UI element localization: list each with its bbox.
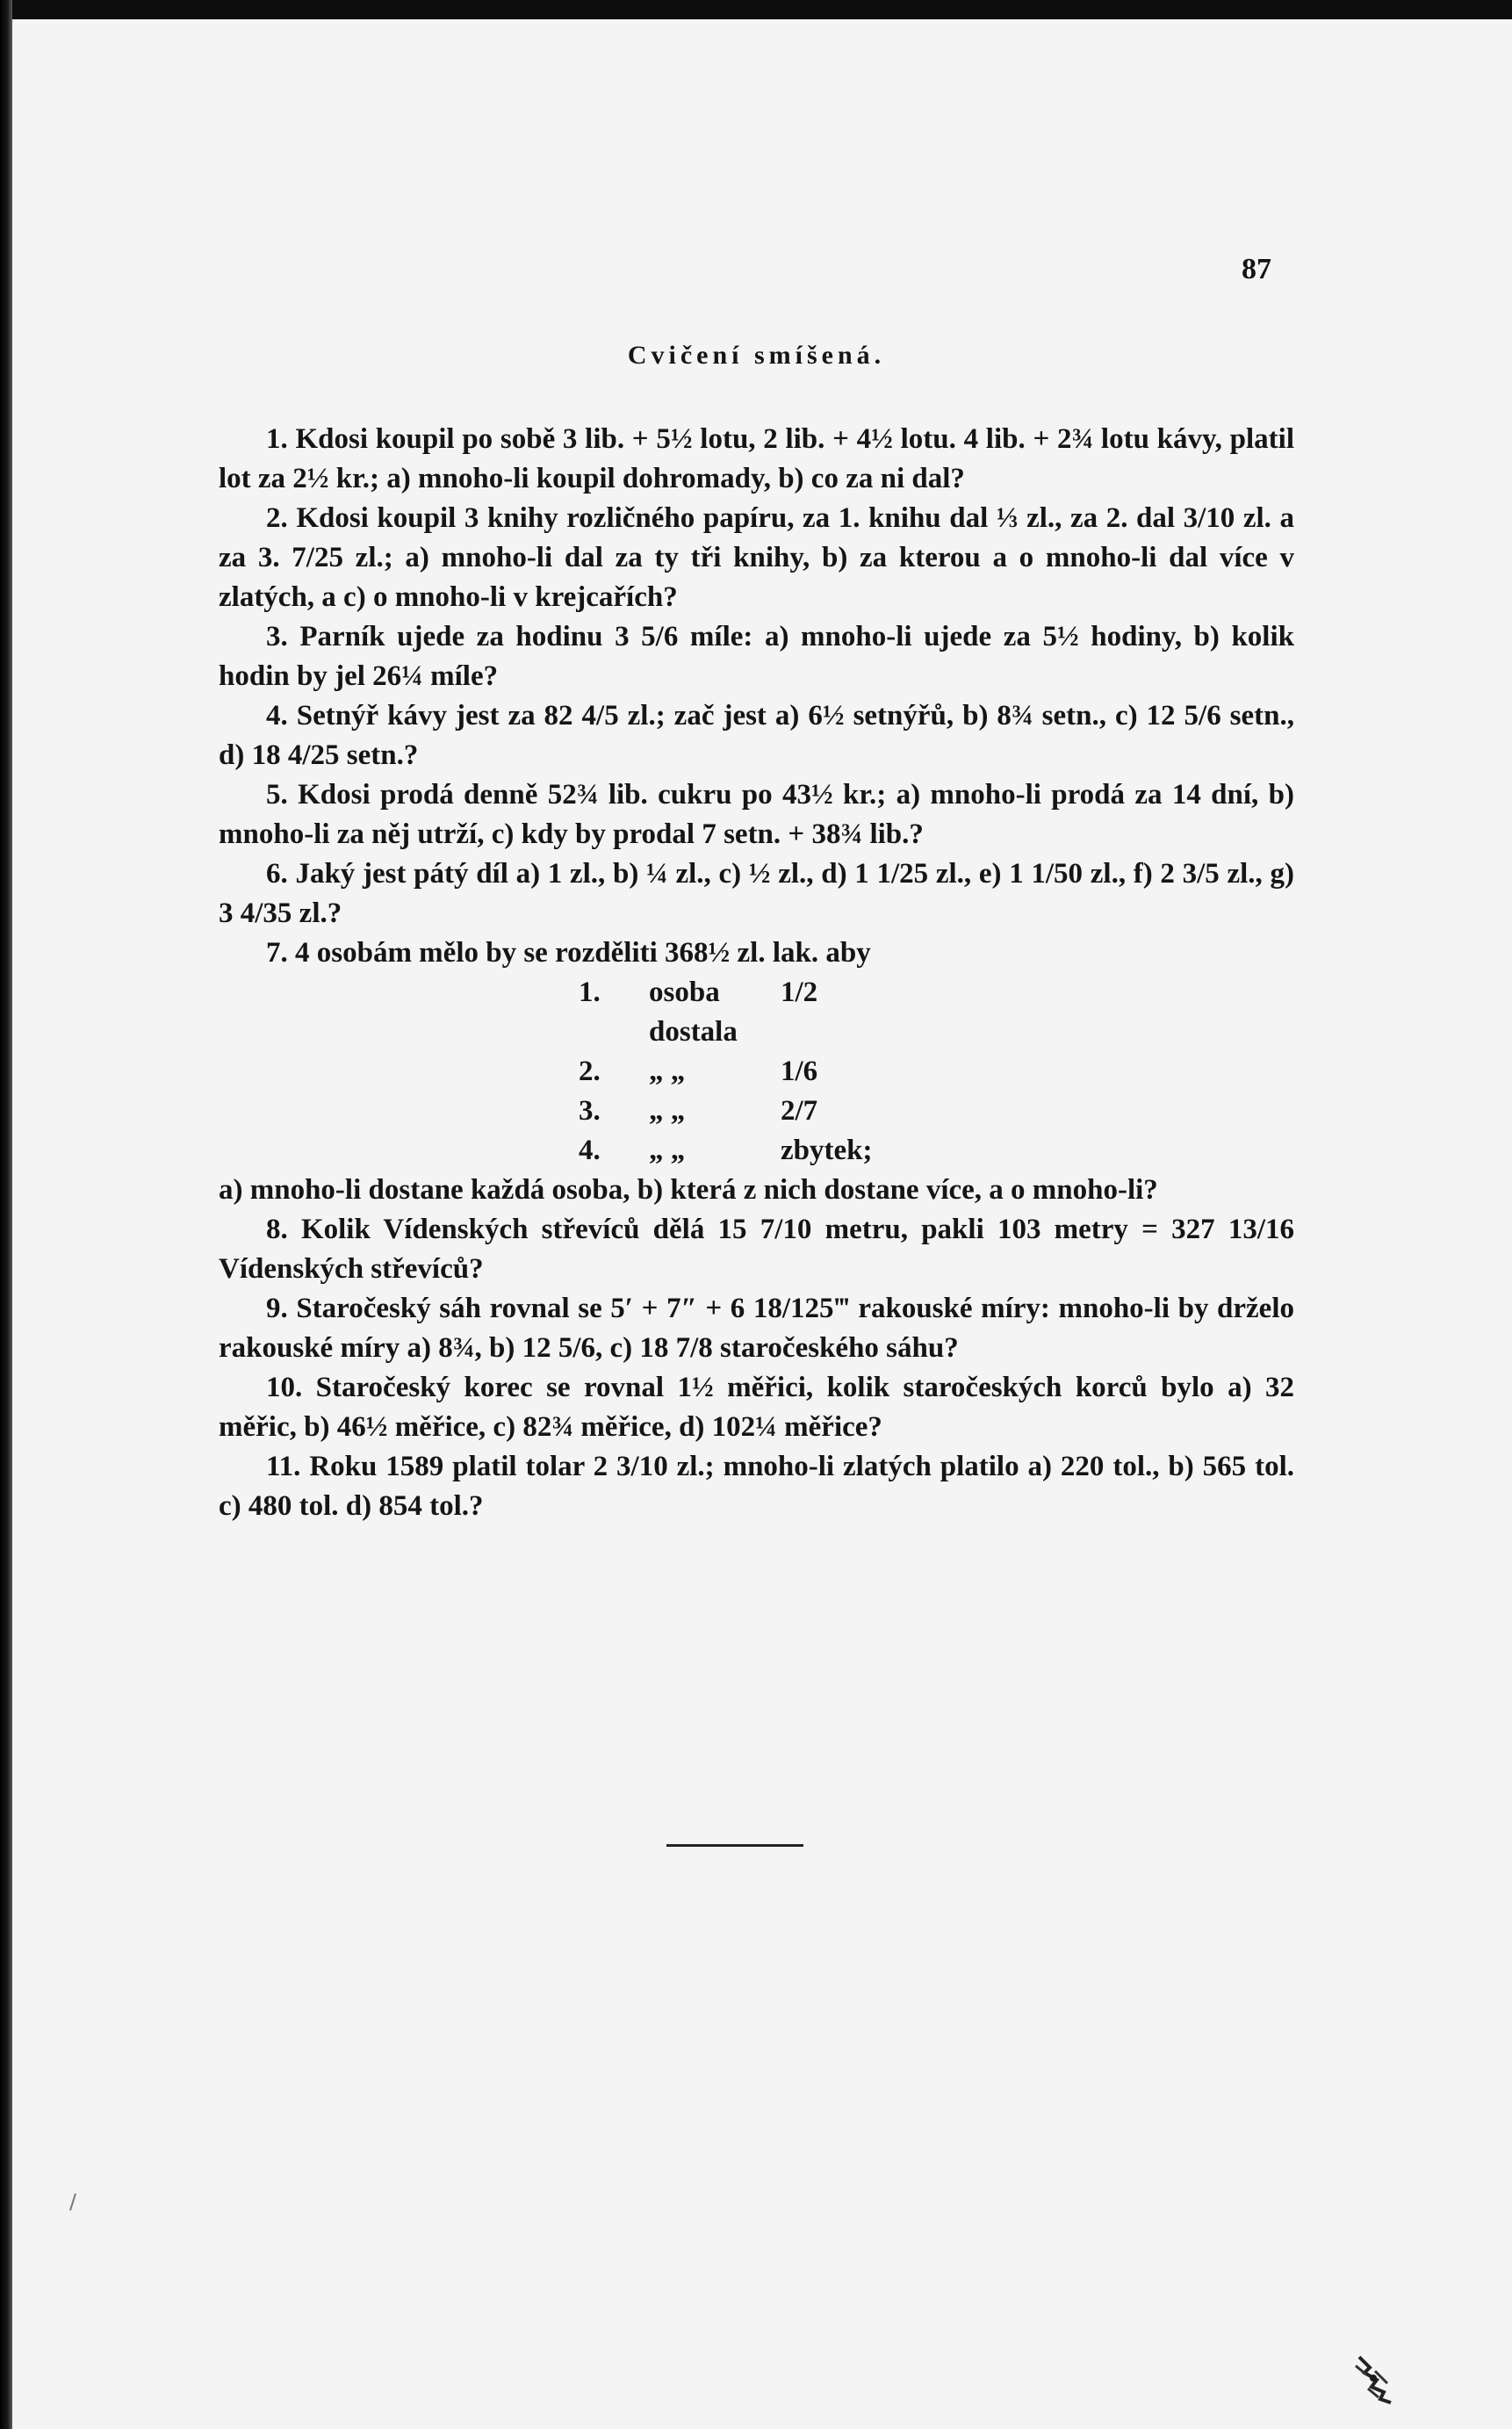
scan-edge-shadow	[0, 0, 12, 2429]
exercise-4: 4. Setnýř kávy jest za 82 4/5 zl.; zač jest a) 6½ setnýřů, b) 8¾ setn., c) 12 5/6 setn., d) 18 4/25 setn.?	[219, 700, 1294, 771]
distribution-num: 1.	[579, 977, 601, 1008]
distribution-who: „ „	[649, 1056, 686, 1087]
distribution-share: zbytek;	[781, 1135, 873, 1166]
exercise-9: 9. Staročeský sáh rovnal se 5′ + 7″ + 6 18/125‴ rakouské míry: mnoho-li by drželo rakouské míry a) 8¾, b) 12 5/6, c) 18 7/8 staročeského sáhu?	[219, 1293, 1294, 1364]
exercise-11: 11. Roku 1589 platil tolar 2 3/10 zl.; mnoho-li zlatých platilo a) 220 tol., b) 565 tol. c) 480 tol. d) 854 tol.?	[219, 1451, 1294, 1522]
exercise-5: 5. Kdosi prodá denně 52¾ lib. cukru po 43½ kr.; a) mnoho-li prodá za 14 dní, b) mnoho-li za něj utrží, c) kdy by prodal 7 setn. + 38¾ lib.?	[219, 779, 1294, 850]
distribution-num: 4.	[579, 1135, 601, 1166]
distribution-num: 2.	[579, 1056, 601, 1087]
exercise-8: 8. Kolik Vídenských střevíců dělá 15 7/10 metru, pakli 103 metry = 327 13/16 Vídenských střevíců?	[219, 1214, 1294, 1285]
exercise-2: 2. Kdosi koupil 3 knihy rozličného papíru, za 1. knihu dal ⅓ zl., za 2. dal 3/10 zl. a za 3. 7/25 zl.; a) mnoho-li dal za ty tři knihy, b) za kterou a o mnoho-li dal více v zlatých, a c) o mnoho-li v krejcařích?	[219, 502, 1294, 613]
exercise-6: 6. Jaký jest pátý díl a) 1 zl., b) ¼ zl., c) ½ zl., d) 1 1/25 zl., e) 1 1/50 zl., f) 2 3/5 zl., g) 3 4/35 zl.?	[219, 858, 1294, 929]
book-page	[12, 19, 1512, 2429]
exercise-1: 1. Kdosi koupil po sobě 3 lib. + 5½ lotu, 2 lib. + 4½ lotu. 4 lib. + 2¾ lotu kávy, platil lot za 2½ kr.; a) mnoho-li koupil dohromady, b) co za ni dal?	[219, 423, 1294, 494]
distribution-table	[579, 973, 1294, 1171]
stray-ink-mark	[67, 2193, 79, 2212]
distribution-share: 2/7	[781, 1095, 818, 1127]
distribution-who: „ „	[649, 1095, 686, 1127]
distribution-who: osoba dostala	[649, 977, 738, 1048]
exercise-10: 10. Staročeský korec se rovnal 1½ měřici, kolik staročeských korců bylo a) 32 měřic, b) 46½ měřice, c) 82¾ měřice, d) 102¼ měřice?	[219, 1372, 1294, 1443]
exercise-7-questions: a) mnoho-li dostane každá osoba, b) která z nich dostane více, a o mnoho-li?	[219, 1174, 1158, 1206]
section-heading: Cvičení smíšená.	[627, 341, 886, 370]
distribution-who: „ „	[649, 1135, 686, 1166]
distribution-share: 1/2	[781, 977, 818, 1008]
exercise-3: 3. Parník ujede za hodinu 3 5/6 míle: a) mnoho-li ujede za 5½ hodiny, b) kolik hodin by jel 26¼ míle?	[219, 621, 1294, 692]
ink-blot-mark	[1354, 2353, 1394, 2404]
exercise-7-intro: 7. 4 osobám mělo by se rozděliti 368½ zl. lak. aby	[266, 937, 871, 969]
distribution-num: 3.	[579, 1095, 601, 1127]
distribution-share: 1/6	[781, 1056, 818, 1087]
page-number: 87	[1242, 253, 1271, 285]
exercise-list	[219, 420, 1294, 1526]
closing-rule	[666, 1844, 803, 1847]
